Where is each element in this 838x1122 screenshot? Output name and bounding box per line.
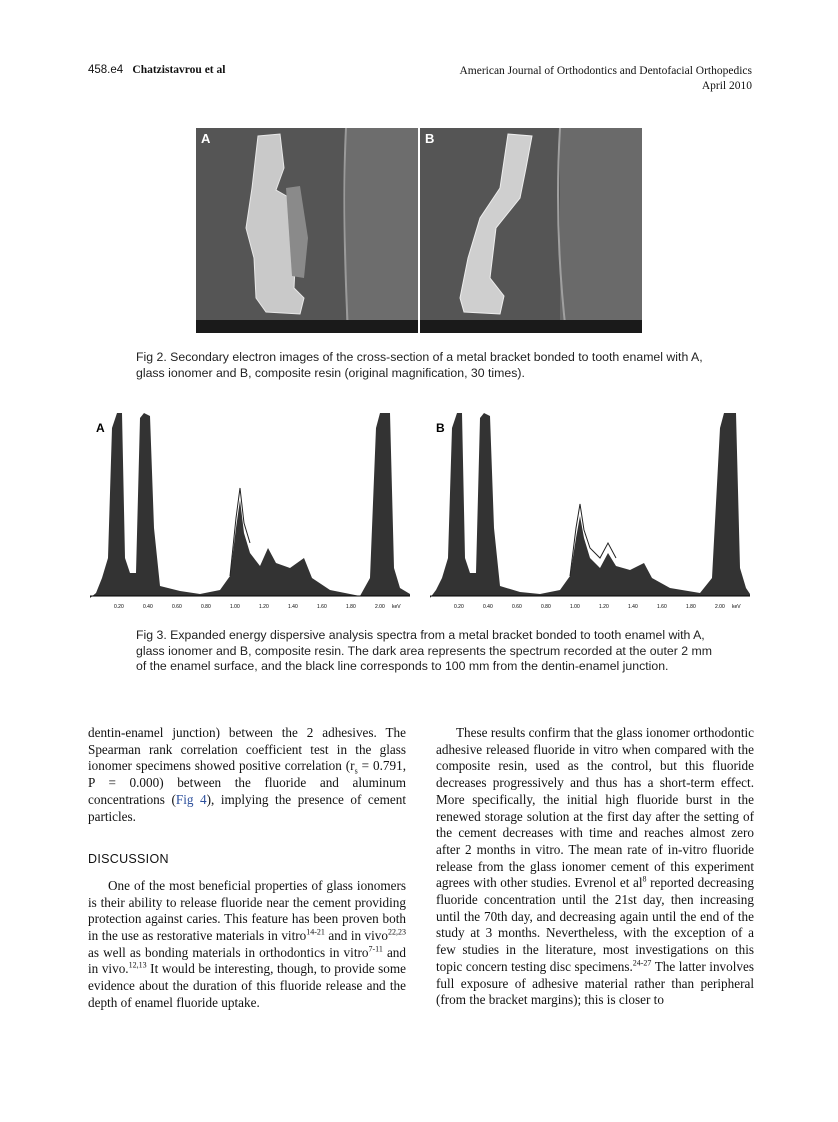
panel-label: A (201, 131, 211, 146)
fig3-panel-b (430, 408, 750, 613)
fig3-caption: Fig 3. Expanded energy dispersive analysis spectra from a metal bracket bonded to tooth enamel with A, glass ionomer and B, composite resin. The dark area represents the spectrum recorded at the outer 2 mm of the enamel surface, and the black line corresponds to 100 mm from the dentin-enamel junction. (136, 628, 712, 673)
fig4-link[interactable]: Fig 4 (175, 791, 207, 807)
sem-image-a (196, 128, 418, 333)
tick-label: 1.60 (657, 604, 667, 610)
running-header-right (459, 64, 752, 94)
tick-label: 0.80 (541, 604, 551, 610)
x-axis-ticks (454, 604, 741, 610)
fig2-caption: Fig 2. Secondary electron images of the cross-section of a metal bracket bonded to tooth enamel with A, glass ionomer and B, composite resin (original magnification, 30 times). (136, 350, 703, 380)
spectrum-b (430, 408, 750, 613)
x-axis-ticks (114, 604, 401, 610)
fig2-panel-b (420, 128, 642, 333)
left-column (88, 725, 406, 1012)
issue-date: April 2010 (701, 80, 752, 92)
tick-label: 1.20 (599, 604, 609, 610)
fig3-panel-a (90, 408, 410, 613)
tick-label: 0.60 (172, 604, 182, 610)
tick-label: 2.00 (715, 604, 725, 610)
tick-label: 1.60 (317, 604, 327, 610)
x-unit: keV (392, 604, 401, 610)
fig2-panel-a (196, 128, 418, 333)
tick-label: 0.20 (114, 604, 124, 610)
tick-label: 0.20 (454, 604, 464, 610)
tick-label: 1.00 (570, 604, 580, 610)
tick-label: 1.40 (288, 604, 298, 610)
tick-label: 0.80 (201, 604, 211, 610)
tick-label: 0.40 (483, 604, 493, 610)
sem-image-b (420, 128, 642, 333)
paragraph: One of the most beneficial properties of glass ionomers is their ability to release fluoride near the cement providing protection against caries. This feature has been proven both in the use as restorative materials in vitro$^{14-21}$ and in vivo$^{22,23}$ as well as bonding materials in orthodontics in vitro$^{7-11}$ and in vivo.$^{12,13}$ It would be interesting, though, to provide some evidence about the duration of this fluoride release and the depth of enamel fluoride uptake. (88, 877, 407, 1010)
tick-label: 1.80 (346, 604, 356, 610)
spectrum-a (90, 408, 410, 613)
author-line: Chatzistavrou et al (132, 64, 226, 76)
tick-label: 2.00 (375, 604, 385, 610)
tick-label: 1.20 (259, 604, 269, 610)
tick-label: 0.40 (143, 604, 153, 610)
panel-label: A (96, 421, 105, 435)
paragraph: These results confirm that the glass ionomer orthodontic adhesive released fluoride in vitro when compared with the composite resin, used as the control, but this fluoride decreases progressively and thus has a short-term effect. More specifically, the initial high fluoride burst in the renewed storage solution at the first day after the setting of the cement decreases with time and reaches almost zero after 2 months in vitro. The mean rate of in-vitro fluoride release from the glass ionomer cement of this experiment agrees with other studies. Evrenol et $al^8$ reported decreasing fluoride concentration until the 21st day, then increasing until the 70th day, and decreasing again until the end of the study at 3 months. Nevertheless, with the exception of a few studies in the literature, most investigations on this topic concern testing disc specimens.$^{24-27}$ The latter involves full exposure of adhesive material rather than peripheral (from the bracket margins); this is closer to (436, 725, 754, 1008)
panel-label: B (436, 421, 445, 435)
journal-title: American Journal of Orthodontics and Dentofacial Orthopedics (459, 65, 752, 77)
page-number: 458.e4 (88, 64, 124, 76)
tick-label: 1.80 (686, 604, 696, 610)
tick-label: 1.00 (230, 604, 240, 610)
section-heading: DISCUSSION (88, 852, 169, 867)
tick-label: 1.40 (628, 604, 638, 610)
panel-label: B (425, 131, 435, 146)
right-column (436, 725, 754, 1009)
paragraph: dentin-enamel junction) between the 2 adhesives. The Spearman rank correlation coefficient test in the glass ionomer specimens showed positive correlation ($r_s = 0.791$, P = 0.000) between the fluoride and aluminum concentrations (Fig 4), implying the presence of cement particles. (88, 725, 407, 824)
tick-label: 0.60 (512, 604, 522, 610)
running-header-left (88, 64, 225, 76)
x-unit: keV (732, 604, 741, 610)
